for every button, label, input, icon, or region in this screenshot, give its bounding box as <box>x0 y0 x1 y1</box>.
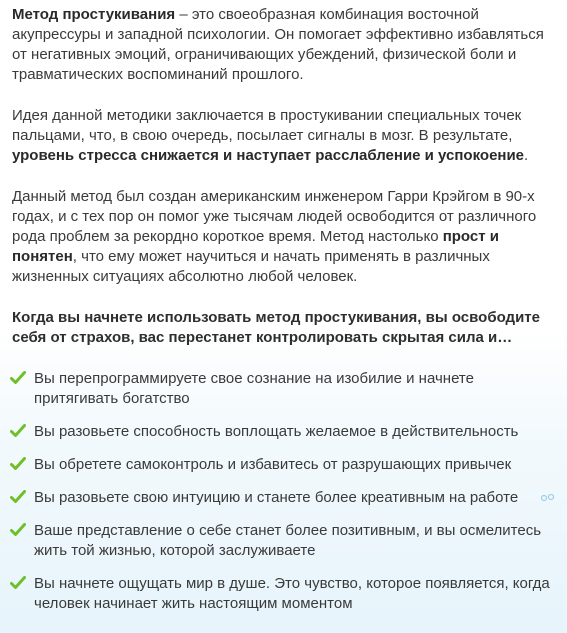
list-item <box>10 488 550 508</box>
benefit-text: Вы начнете ощущать мир в душе. Это чувство, которое появляется, когда человек начинает жить настоящим моментом <box>34 575 550 612</box>
history-end: , что ему может научиться и начать применять в различных жизненных ситуациях абсолютно любой человек. <box>12 248 490 285</box>
list-item <box>10 521 550 561</box>
idea-bold: уровень стресса снижается и наступает расслабление и успокоение <box>12 147 525 164</box>
check-icon <box>10 490 26 504</box>
check-icon <box>10 457 26 471</box>
intro-text: – это своеобразная комбинация восточной акупрессуры и западной психологии. Он помогает эффективно избавляться от негативных эмоций, ограничивающих убеждений, физической боли и травматических воспоминаний прошлого. <box>12 6 544 83</box>
history-text: Данный метод был создан американским инженером Гарри Крэйгом в 90-х годах, и с тех пор он помог уже тысячам людей освободится от различного рода проблем за рекордно короткое время. Метод настолько <box>12 188 537 245</box>
sparkle-icon <box>540 493 556 503</box>
article-body <box>12 5 557 348</box>
history-bold: прост и понятен <box>12 228 499 265</box>
benefit-text: Вы разовьете свою интуицию и станете более креативным на работе <box>34 489 519 506</box>
benefit-text: Ваше представление о себе станет более позитивным, и вы осмелитесь жить той жизнью, которой заслуживаете <box>34 522 542 559</box>
benefit-text: Вы перепрограммируете свое сознание на изобилие и начнете притягивать богатство <box>34 370 474 407</box>
list-item <box>10 369 550 409</box>
check-icon <box>10 424 26 438</box>
benefit-text: Вы обретете самоконтроль и избавитесь от разрушающих привычек <box>34 456 512 473</box>
list-item <box>10 422 550 442</box>
check-icon <box>10 576 26 590</box>
list-item <box>10 455 550 475</box>
idea-paragraph <box>12 106 557 166</box>
check-icon <box>10 371 26 385</box>
check-icon <box>10 523 26 537</box>
list-item <box>10 574 550 614</box>
idea-text: Идея данной методики заключается в простукивании специальных точек пальцами, что, в свою очередь, посылает сигналы в мозг. В результате, <box>12 107 522 144</box>
benefit-text: Вы разовьете способность воплощать желаемое в действительность <box>34 423 519 440</box>
lead-heading: Когда вы начнете использовать метод простукивания, вы освободите себя от страхов, вас перестанет контролировать скрытая сила и… <box>12 309 540 346</box>
benefits-list <box>10 369 550 614</box>
intro-term: Метод простукивания <box>12 6 176 23</box>
idea-end: . <box>524 147 529 164</box>
history-paragraph <box>12 187 557 287</box>
intro-paragraph <box>12 5 557 85</box>
